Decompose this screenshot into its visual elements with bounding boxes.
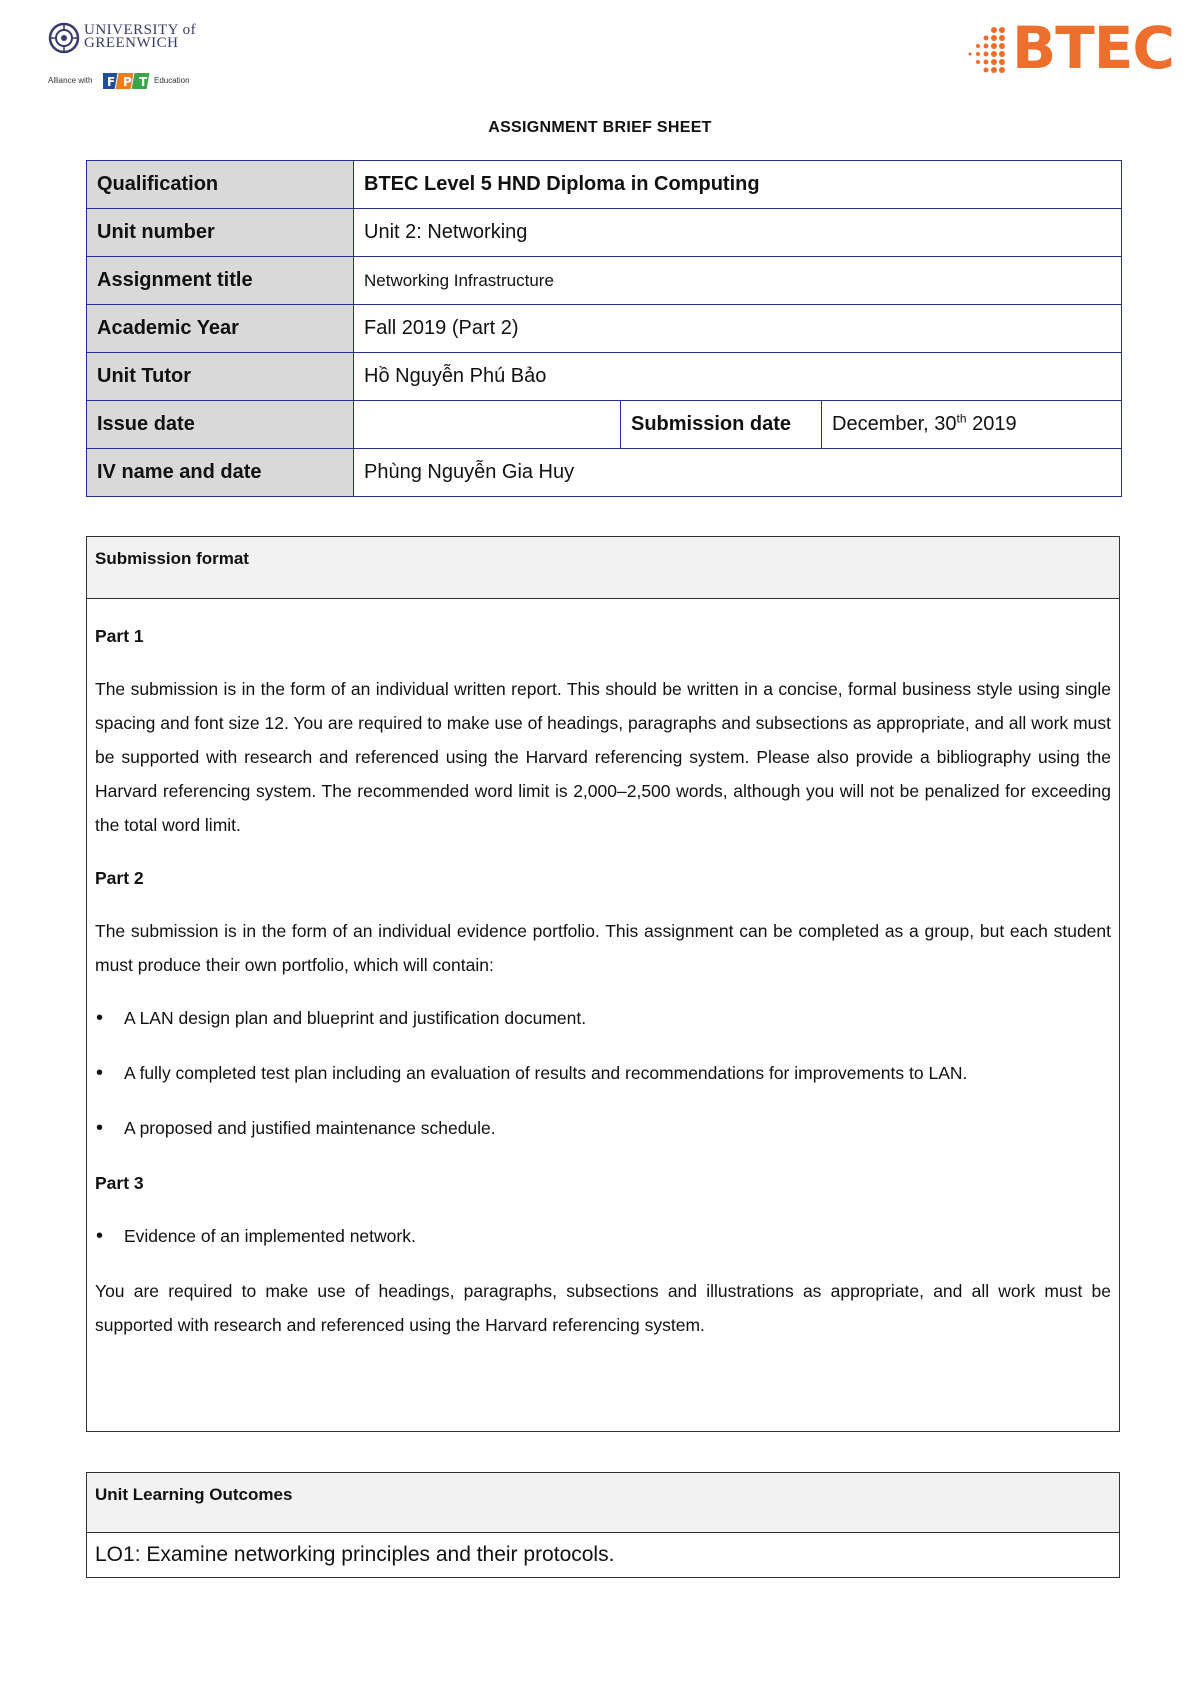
- submission-date-prefix: December, 30: [832, 413, 957, 435]
- learning-outcomes-heading: Unit Learning Outcomes: [87, 1473, 1119, 1533]
- submission-date-value: [822, 401, 1122, 449]
- list-item: • A proposed and justified maintenance schedule.: [124, 1111, 1111, 1145]
- table-row: [87, 305, 1122, 353]
- table-row: [87, 449, 1122, 497]
- submission-format-body: [87, 599, 1119, 1342]
- table-row: [87, 209, 1122, 257]
- unit-number-value: Unit 2: Networking: [354, 209, 1122, 257]
- part-2-list: [95, 1001, 1111, 1145]
- submission-date-suffix: 2019: [966, 413, 1017, 435]
- submission-format-heading: Submission format: [87, 537, 1119, 599]
- university-line-1: UNIVERSITY of: [84, 22, 197, 38]
- unit-tutor-label: Unit Tutor: [87, 353, 354, 401]
- list-item: • Evidence of an implemented network.: [124, 1219, 1111, 1253]
- btec-logo: [960, 14, 1174, 82]
- part-3-title: Part 3: [95, 1173, 144, 1193]
- fpt-logo-icon: [103, 70, 151, 92]
- university-of-greenwich-logo: [48, 22, 198, 94]
- alliance-text: Alliance with: [48, 76, 93, 85]
- alliance-line: [48, 68, 198, 92]
- part-2-title: Part 2: [95, 868, 144, 888]
- svg-text:F: F: [107, 75, 116, 89]
- btec-dots-icon: [960, 26, 1012, 76]
- document-title: ASSIGNMENT BRIEF SHEET: [488, 119, 712, 136]
- university-line-2: GREENWICH: [84, 35, 179, 51]
- unit-tutor-value: Hồ Nguyễn Phú Bảo: [354, 353, 1122, 401]
- part-1-title: Part 1: [95, 626, 144, 646]
- table-row: [87, 257, 1122, 305]
- part-1-text: The submission is in the form of an individual written report. This should be written in a concise, formal business style using single spacing and font size 12. You are required to make use of headings, paragraphs and subsections as appropriate, and all work must be supported with research and referenced using the Harvard referencing system. Please also provide a bibliography using the Harvard referencing system. The recommended word limit is 2,000–2,500 words, although you will not be penalized for exceeding the total word limit.: [95, 679, 1111, 835]
- issue-date-value: [354, 401, 621, 449]
- education-text: Education: [154, 76, 190, 85]
- submission-date-sup: th: [956, 411, 967, 426]
- svg-text:T: T: [139, 75, 148, 89]
- assignment-info-table: [86, 160, 1122, 497]
- part-3-list: [95, 1219, 1111, 1253]
- greenwich-seal-icon: [48, 22, 80, 54]
- table-row: [87, 353, 1122, 401]
- list-item: • A fully completed test plan including an evaluation of results and recommendations for improvements to LAN.: [124, 1056, 1111, 1090]
- part-2-text: The submission is in the form of an individual evidence portfolio. This assignment can be completed as a group, but each student must produce their own portfolio, which will contain:: [95, 921, 1111, 975]
- iv-value: Phùng Nguyễn Gia Huy: [354, 449, 1122, 497]
- closing-text: You are required to make use of headings, paragraphs, subsections and illustrations as appropriate, and all work must be supported with research and referenced using the Harvard referencing system.: [95, 1281, 1111, 1335]
- issue-date-label: Issue date: [87, 401, 354, 449]
- submission-date-label: Submission date: [621, 401, 822, 449]
- academic-year-value: Fall 2019 (Part 2): [354, 305, 1122, 353]
- university-name: [84, 24, 196, 50]
- iv-label: IV name and date: [87, 449, 354, 497]
- assignment-title-label: Assignment title: [87, 257, 354, 305]
- academic-year-label: Academic Year: [87, 305, 354, 353]
- table-row: [87, 161, 1122, 209]
- btec-logo-text: BTEC: [1012, 14, 1174, 82]
- unit-number-label: Unit number: [87, 209, 354, 257]
- assignment-title-value: Networking Infrastructure: [354, 257, 1122, 305]
- qualification-value: BTEC Level 5 HND Diploma in Computing: [354, 161, 1122, 209]
- table-row: [87, 401, 1122, 449]
- svg-text:P: P: [123, 75, 132, 89]
- learning-outcomes-box: [86, 1472, 1120, 1578]
- list-item: • A LAN design plan and blueprint and justification document.: [124, 1001, 1111, 1035]
- qualification-label: Qualification: [87, 161, 354, 209]
- learning-outcome-item: LO1: Examine networking principles and their protocols.: [95, 1543, 615, 1566]
- submission-format-box: [86, 536, 1120, 1432]
